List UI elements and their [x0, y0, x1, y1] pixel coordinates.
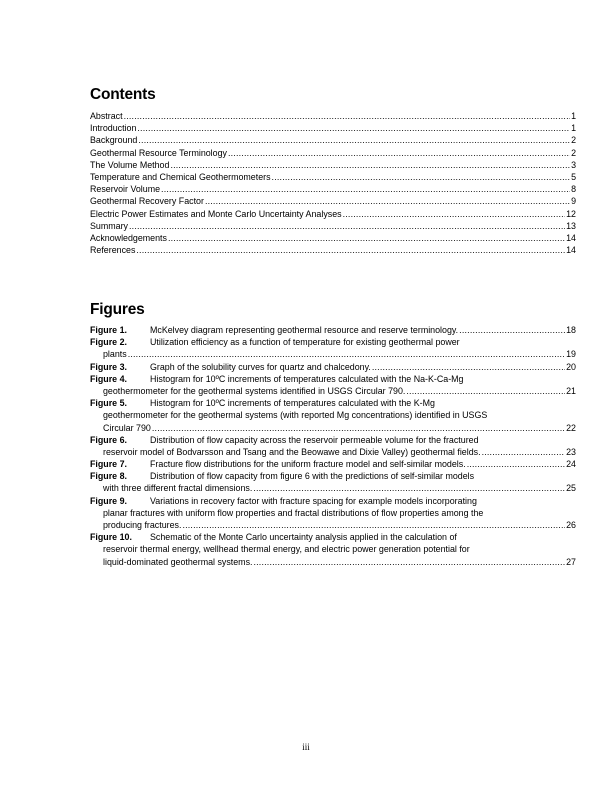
figure-caption-line: reservoir thermal energy, wellhead thermal energy, and electric power generation potential for — [103, 544, 470, 555]
toc-entry-page: 12 — [566, 208, 576, 219]
figure-page: 24 — [566, 459, 576, 470]
toc-entry-page: 14 — [566, 245, 576, 256]
toc-entry-page: 14 — [566, 232, 576, 243]
dot-leader — [128, 348, 565, 360]
toc-entry[interactable] — [90, 232, 576, 244]
figure-entry[interactable] — [90, 397, 576, 434]
toc-entry[interactable] — [90, 134, 576, 146]
figure-caption-line: Distribution of flow capacity across the reservoir permeable volume for the fractured — [150, 434, 479, 445]
dot-leader — [136, 244, 565, 256]
figure-label: Figure 2. — [90, 337, 127, 348]
toc-entry-title: Geothermal Recovery Factor — [90, 196, 204, 207]
figure-label: Figure 7. — [90, 459, 127, 470]
toc-entry-title: Acknowledgements — [90, 232, 167, 243]
figure-page: 25 — [566, 483, 576, 494]
figure-entry[interactable] — [90, 495, 576, 532]
dot-leader — [467, 458, 565, 470]
dot-leader — [253, 556, 565, 568]
figure-caption-line: liquid-dominated geothermal systems. — [103, 556, 253, 567]
toc-entry[interactable] — [90, 110, 576, 122]
figure-entry[interactable] — [90, 324, 576, 336]
dot-leader — [343, 208, 566, 220]
toc-entry-page: 2 — [571, 147, 576, 158]
toc-entry-page: 9 — [571, 196, 576, 207]
dot-leader — [406, 385, 565, 397]
toc-entry-title: Temperature and Chemical Geothermometers — [90, 171, 271, 182]
toc-entry[interactable] — [90, 171, 576, 183]
dot-leader — [482, 446, 566, 458]
figure-entry[interactable] — [90, 458, 576, 470]
figure-label: Figure 5. — [90, 398, 127, 409]
toc-entry-title: Introduction — [90, 123, 137, 134]
figure-page: 20 — [566, 361, 576, 372]
dot-leader — [124, 110, 571, 122]
toc-entry-page: 1 — [571, 111, 576, 121]
figure-caption-line: producing fractures. — [103, 520, 182, 530]
figure-page: 19 — [566, 349, 576, 360]
list-of-figures — [90, 324, 576, 568]
dot-leader — [205, 195, 570, 207]
figure-caption-line: Graph of the solubility curves for quartz and chalcedony. — [150, 361, 371, 372]
toc-entry-page: 1 — [571, 123, 576, 134]
toc-entry[interactable] — [90, 122, 576, 134]
toc-entry-title: Background — [90, 135, 138, 146]
dot-leader — [138, 134, 570, 146]
page-number: iii — [302, 742, 310, 752]
figure-entry[interactable] — [90, 361, 576, 373]
figure-entry[interactable] — [90, 531, 576, 568]
toc-entry-title: Abstract — [90, 111, 123, 121]
toc-entry-title: Summary — [90, 220, 128, 231]
toc-entry-title: Reservoir Volume — [90, 184, 161, 195]
toc-entry[interactable] — [90, 159, 576, 171]
figure-label: Figure 1. — [90, 325, 127, 335]
toc-entry[interactable] — [90, 183, 576, 195]
toc-entry-title: The Volume Method — [90, 159, 170, 170]
toc-entry-title: Geothermal Resource Terminology — [90, 147, 227, 158]
figure-caption-line: Fracture flow distributions for the uniform fracture model and self-similar models. — [150, 459, 466, 470]
figure-page: 27 — [566, 556, 576, 567]
toc-entry-page: 3 — [571, 159, 576, 170]
dot-leader — [168, 232, 565, 244]
figure-caption-line: Utilization efficiency as a function of temperature for existing geothermal power — [150, 337, 460, 348]
toc-entry-page: 13 — [566, 220, 576, 231]
figure-label: Figure 10. — [90, 532, 132, 543]
figure-caption-line: plants — [103, 349, 127, 360]
dot-leader — [161, 183, 570, 195]
dot-leader — [129, 220, 565, 232]
figure-caption-line: geothermometer for the geothermal systems identified in USGS Circular 790. — [103, 385, 406, 396]
figures-heading: Figures — [90, 301, 145, 318]
figure-page: 22 — [566, 422, 576, 433]
dot-leader — [137, 122, 570, 134]
toc-entry-page: 5 — [571, 171, 576, 182]
table-of-contents — [90, 110, 576, 256]
figure-page: 26 — [566, 520, 576, 530]
contents-heading: Contents — [90, 86, 156, 103]
figure-caption-line: planar fractures with uniform flow properties and fractal distributions of flow properties among the — [103, 507, 484, 518]
toc-entry-title: References — [90, 245, 136, 256]
figure-caption-line: Schematic of the Monte Carlo uncertainty analysis applied in the calculation of — [150, 532, 457, 543]
toc-entry[interactable] — [90, 195, 576, 207]
figure-caption-line: with three different fractal dimensions. — [103, 483, 253, 494]
figure-label: Figure 4. — [90, 373, 127, 384]
toc-entry[interactable] — [90, 208, 576, 220]
figure-caption-line: McKelvey diagram representing geothermal resource and reserve terminology. — [150, 325, 459, 335]
figure-caption-line: reservoir model of Bodvarsson and Tsang and the Beowawe and Dixie Valley) geothermal fields. — [103, 446, 481, 457]
toc-entry-title: Electric Power Estimates and Monte Carlo Uncertainty Analyses — [90, 208, 342, 219]
figure-caption-line: Histogram for 10ºC increments of temperatures calculated with the Na-K-Ca-Mg — [150, 373, 464, 384]
figure-entry[interactable] — [90, 373, 576, 397]
figure-label: Figure 3. — [90, 361, 127, 372]
toc-entry[interactable] — [90, 244, 576, 256]
figure-page: 23 — [566, 446, 576, 457]
figure-caption-line: geothermometer for the geothermal systems (with reported Mg concentrations) identified in USGS — [103, 410, 488, 421]
toc-entry[interactable] — [90, 147, 576, 159]
figure-entry[interactable] — [90, 470, 576, 494]
figure-entry[interactable] — [90, 336, 576, 360]
figure-caption-line: Circular 790 — [103, 422, 151, 433]
figure-page: 18 — [566, 325, 576, 335]
figure-caption-line: Variations in recovery factor with fracture spacing for example models incorporating — [150, 495, 477, 506]
figure-entry[interactable] — [90, 434, 576, 458]
figure-label: Figure 8. — [90, 471, 127, 482]
toc-entry-page: 2 — [571, 135, 576, 146]
dot-leader — [170, 159, 570, 171]
figure-page: 21 — [566, 385, 576, 396]
dot-leader — [372, 361, 565, 373]
toc-entry-page: 8 — [571, 184, 576, 195]
toc-entry[interactable] — [90, 220, 576, 232]
dot-leader — [228, 147, 570, 159]
figure-label: Figure 6. — [90, 434, 127, 445]
figure-label: Figure 9. — [90, 495, 127, 506]
figure-caption-line: Distribution of flow capacity from figure 6 with the predictions of self-similar models — [150, 471, 475, 482]
dot-leader — [152, 422, 565, 434]
figure-caption-line: Histogram for 10ºC increments of temperatures calculated with the K-Mg — [150, 398, 435, 409]
dot-leader — [253, 482, 565, 494]
dot-leader — [459, 324, 565, 336]
dot-leader — [272, 171, 571, 183]
dot-leader — [182, 519, 565, 531]
